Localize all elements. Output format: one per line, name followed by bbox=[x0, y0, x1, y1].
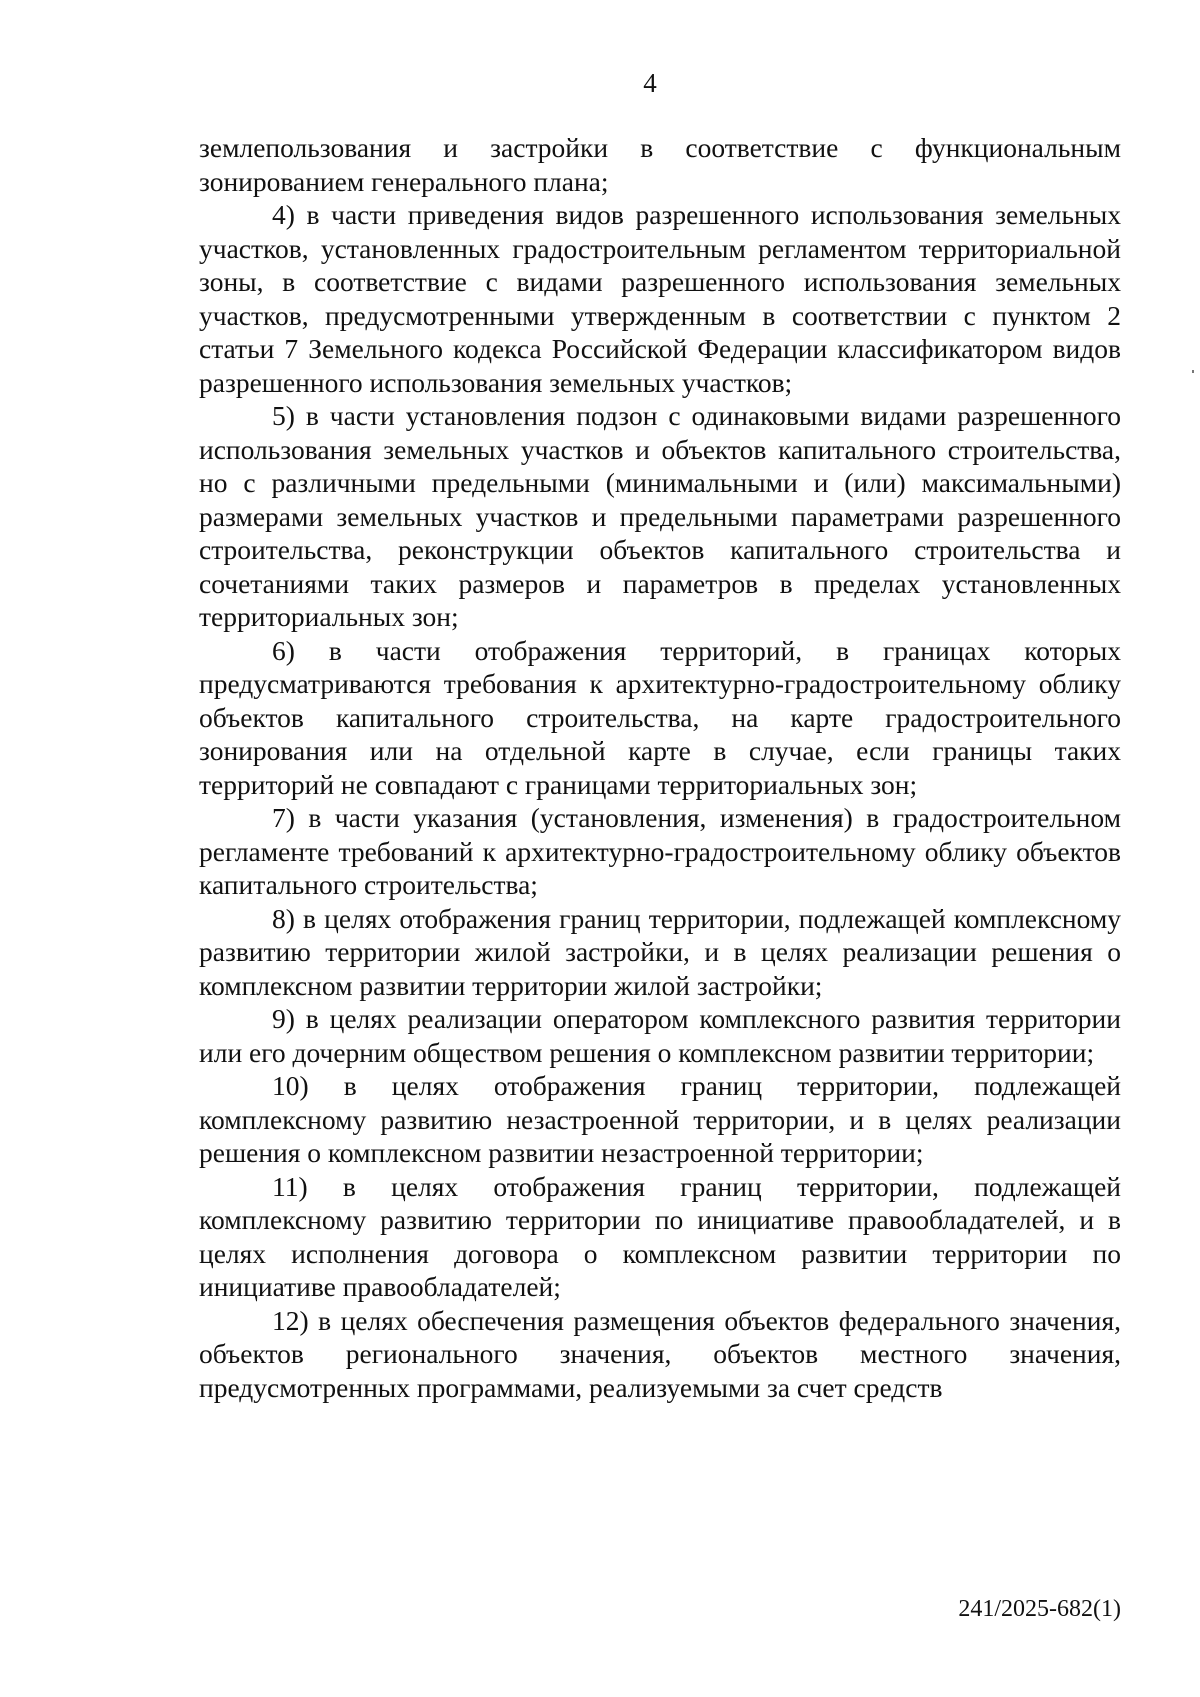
paragraph-item-9: 9) в целях реализации оператором комплексного развития территории или его дочерним обществом решения о комплексном развитии территории; bbox=[199, 1003, 1121, 1068]
document-body bbox=[199, 131, 1121, 1404]
paragraph-continuation: землепользования и застройки в соответствие с функциональным зонированием генерального плана; bbox=[199, 132, 1121, 197]
paragraph-item-8: 8) в целях отображения границ территории, подлежащей комплексному развитию территории жилой застройки, и в целях реализации решения о комплексном развитии территории жилой застройки; bbox=[199, 902, 1121, 1001]
scan-speck bbox=[1192, 370, 1194, 373]
paragraph-item-4: 4) в части приведения видов разрешенного использования земельных участков, установленных градостроительным регламентом территориальной зоны, в соответствие с видами разрешенного использования земельных участков, предусмотренными утвержденным в соответствии с пунктом 2 статьи 7 Земельного кодекса Российской Федерации классификатором видов разрешенного использования земельных участков; bbox=[199, 199, 1121, 398]
paragraph-item-7: 7) в части указания (установления, изменения) в градостроительном регламенте требований к архитектурно-градостроительному облику объектов капитального строительства; bbox=[199, 802, 1121, 900]
paragraph-item-10: 10) в целях отображения границ территории, подлежащей комплексному развитию незастроенной территории, и в целях реализации решения о комплексном развитии незастроенной территории; bbox=[199, 1070, 1121, 1168]
page-number: 4 bbox=[643, 68, 657, 98]
paragraph-item-12: 12) в целях обеспечения размещения объектов федерального значения, объектов регионального значения, объектов местного значения, предусмотренных программами, реализуемыми за счет средств bbox=[199, 1304, 1121, 1403]
paragraph-item-11: 11) в целях отображения границ территории, подлежащей комплексному развитию территории по инициативе правообладателей, и в целях исполнения договора о комплексном развитии территории по инициативе правообладателей; bbox=[199, 1170, 1121, 1302]
document-code: 241/2025-682(1) bbox=[958, 1596, 1121, 1622]
paragraph-item-6: 6) в части отображения территорий, в границах которых предусматриваются требования к архитектурно-градостроительному облику объектов капитального строительства, на карте градостроительного зонирования или на отдельной карте в случае, если границы таких территорий не совпадают с границами территориальных зон; bbox=[199, 634, 1121, 800]
paragraph-item-5: 5) в части установления подзон с одинаковыми видами разрешенного использования земельных участков и объектов капитального строительства, но с различными предельными (минимальными и (или) максимальными) размерами земельных участков и предельными параметрами разрешенного строительства, реконструкции объектов капитального строительства и сочетаниями таких размеров и параметров в пределах установленных территориальных зон; bbox=[199, 400, 1121, 632]
